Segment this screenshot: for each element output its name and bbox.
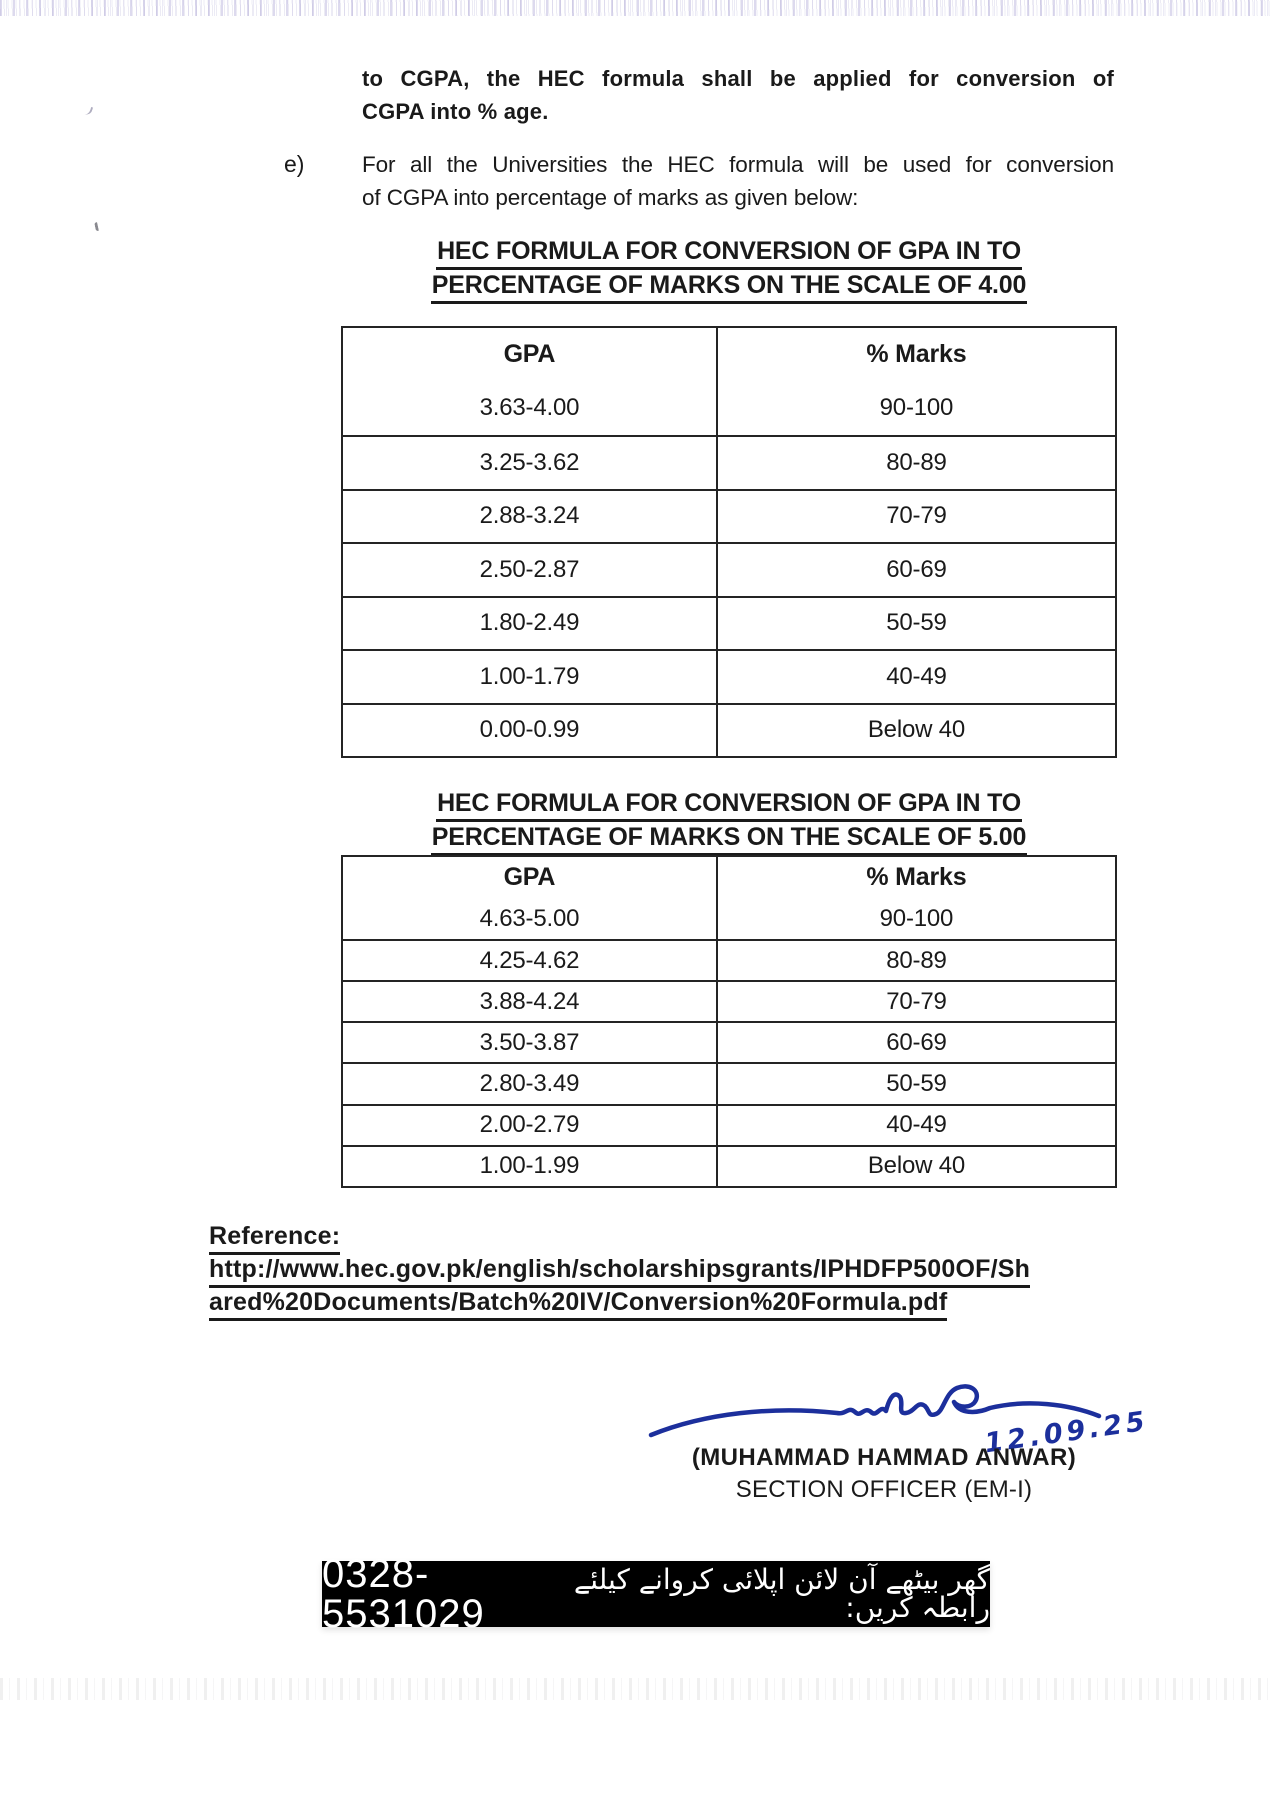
table-4-heading-line-1: HEC FORMULA FOR CONVERSION OF GPA IN TO	[436, 236, 1022, 270]
table-5-heading-line-1: HEC FORMULA FOR CONVERSION OF GPA IN TO	[436, 788, 1022, 822]
marks-range-cell: 90-100	[716, 898, 1115, 939]
marks-range-cell: 40-49	[716, 1106, 1115, 1145]
table-5-heading	[341, 788, 1117, 856]
gpa-range-cell: 2.88-3.24	[479, 502, 580, 530]
marks-range-cell: 50-59	[716, 1064, 1115, 1103]
gpa-range-cell: 1.00-1.99	[479, 1152, 580, 1180]
table-4-heading-line-2: PERCENTAGE OF MARKS ON THE SCALE OF 4.00	[431, 270, 1027, 304]
gpa-range-cell: 1.00-1.79	[479, 662, 580, 690]
table-body	[343, 382, 1115, 757]
table-row	[343, 542, 1115, 596]
gpa-range-cell: 2.50-2.87	[479, 555, 580, 583]
gpa-range-cell: 4.63-5.00	[479, 904, 580, 932]
marks-range-cell: 40-49	[716, 651, 1115, 703]
marks-range-cell: 50-59	[716, 598, 1115, 650]
handwritten-date: 12.09.25	[982, 1405, 1151, 1460]
gpa-conversion-table-scale-5	[341, 855, 1117, 1188]
table-row	[343, 898, 1115, 939]
table-row	[343, 939, 1115, 980]
table-row	[343, 649, 1115, 703]
table-row	[343, 435, 1115, 489]
reference-label: Reference:	[209, 1222, 340, 1255]
table-row	[343, 382, 1115, 436]
reference-url-line-1: http://www.hec.gov.pk/english/scholarshipsgrants/IPHDFP500OF/Sh	[209, 1255, 1030, 1288]
table-body	[343, 898, 1115, 1186]
table-5-heading-line-2: PERCENTAGE OF MARKS ON THE SCALE OF 5.00	[431, 822, 1027, 856]
contact-phone-number: 0328-5531029	[322, 1552, 485, 1636]
item-e-line-2: of CGPA into percentage of marks as given below:	[362, 185, 859, 210]
marks-range-cell: 60-69	[716, 544, 1115, 596]
footer-contact-banner	[322, 1552, 990, 1636]
gpa-conversion-table-scale-4	[341, 326, 1117, 758]
marks-range-cell: 70-79	[716, 982, 1115, 1021]
reference-section	[209, 1222, 1109, 1321]
table-4-heading	[341, 236, 1117, 304]
table-row	[343, 703, 1115, 757]
column-header-marks: % Marks	[716, 328, 1115, 382]
intro-line-1: to CGPA, the HEC formula shall be applied for conversion of	[362, 66, 1114, 91]
gpa-range-cell: 0.00-0.99	[479, 716, 580, 744]
column-header-marks: % Marks	[716, 857, 1115, 898]
marks-range-cell: Below 40	[716, 705, 1115, 757]
gpa-range-cell: 3.88-4.24	[479, 987, 580, 1015]
table-row	[343, 489, 1115, 543]
scan-artifact	[83, 105, 93, 116]
urdu-contact-text: گھر بیٹھے آن لائن اپلائی کروانے کیلئے رابطہ کریں:	[573, 1563, 990, 1624]
scan-artifact	[94, 222, 101, 232]
gpa-range-cell: 1.80-2.49	[479, 609, 580, 637]
reference-url-line-2: ared%20Documents/Batch%20IV/Conversion%20Formula.pdf	[209, 1288, 947, 1321]
item-e-paragraph	[362, 148, 1114, 214]
gpa-range-cell: 3.50-3.87	[479, 1028, 580, 1056]
gpa-range-cell: 3.63-4.00	[479, 394, 580, 422]
marks-range-cell: 80-89	[716, 437, 1115, 489]
table-row	[343, 980, 1115, 1021]
table-row	[343, 596, 1115, 650]
marks-range-cell: Below 40	[716, 1147, 1115, 1186]
marks-range-cell: 90-100	[716, 382, 1115, 436]
table-row	[343, 1062, 1115, 1103]
officer-name: (MUHAMMAD HAMMAD ANWAR)	[691, 1444, 1077, 1471]
list-item-marker-e: e)	[284, 151, 305, 177]
table-header-row	[343, 328, 1115, 382]
table-row	[343, 1104, 1115, 1145]
intro-paragraph	[362, 62, 1114, 128]
gpa-range-cell: 3.25-3.62	[479, 448, 580, 476]
intro-line-2: CGPA into % age.	[362, 99, 549, 124]
gpa-range-cell: 4.25-4.62	[479, 946, 580, 974]
table-header-row	[343, 857, 1115, 898]
gpa-range-cell: 2.80-3.49	[479, 1070, 580, 1098]
scan-noise-top	[0, 0, 1271, 16]
item-e-line-1: For all the Universities the HEC formula will be used for conversion	[362, 152, 1114, 177]
officer-title: SECTION OFFICER (EM-I)	[735, 1476, 1033, 1503]
column-header-gpa: GPA	[503, 863, 556, 892]
table-row	[343, 1021, 1115, 1062]
marks-range-cell: 60-69	[716, 1023, 1115, 1062]
table-row	[343, 1145, 1115, 1186]
gpa-range-cell: 2.00-2.79	[479, 1111, 580, 1139]
marks-range-cell: 70-79	[716, 491, 1115, 543]
marks-range-cell: 80-89	[716, 941, 1115, 980]
scan-noise-bottom	[0, 1678, 1271, 1700]
column-header-gpa: GPA	[503, 340, 556, 369]
